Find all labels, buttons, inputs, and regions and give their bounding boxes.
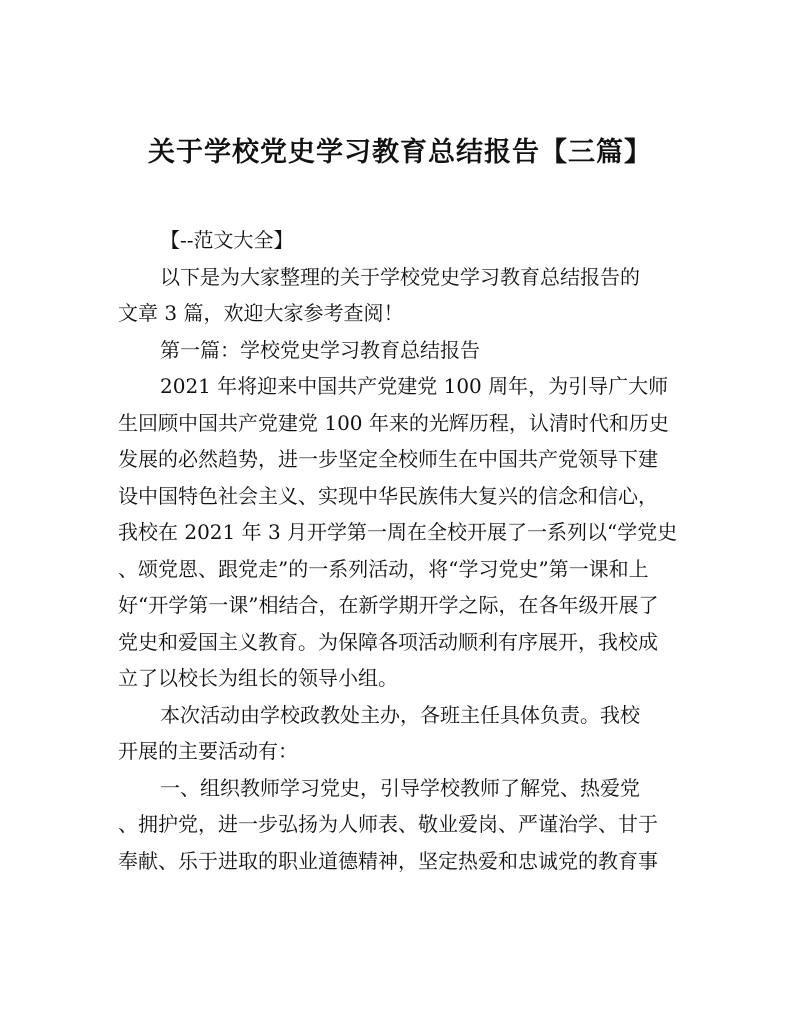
text-line: 文章 3 篇，欢迎大家参考查阅！	[118, 301, 404, 325]
paragraph-intro	[118, 259, 684, 332]
text-line: 党史和爱国主义教育。为保障各项活动顺利有序展开，我校成	[118, 629, 658, 654]
text-line: 以下是为大家整理的关于学校党史学习教育总结报告的	[160, 264, 640, 289]
text-line: 我校在 2021 年 3 月开学第一周在全校开展了一系列以“学党史	[118, 520, 678, 544]
text-line: 设中国特色社会主义、实现中华民族伟大复兴的信念和信心，	[118, 483, 658, 508]
text-line: 奉献、乐于进取的职业道德精神，坚定热爱和忠诚党的教育事	[118, 848, 658, 873]
text-line: 、颂党恩、跟党走”的一系列活动，将“学习党史”第一课和上	[118, 556, 649, 581]
paragraph-organization	[118, 697, 684, 770]
text-line: 2021 年将迎来中国共产党建党 100 周年，为引导广大师	[160, 374, 669, 398]
text-line: 发展的必然趋势，进一步坚定全校师生在中国共产党领导下建	[118, 447, 658, 471]
text-line: 立了以校长为组长的领导小组。	[118, 666, 398, 690]
text-line: 开展的主要活动有：	[118, 739, 298, 763]
text-line: 好“开学第一课”相结合，在新学期开学之际，在各年级开展了	[118, 593, 659, 617]
text-line: 、拥护党，进一步弘扬为人师表、敬业爱岗、严谨治学、甘于	[118, 812, 658, 836]
source-tag: 【--范文大全】	[160, 228, 294, 252]
paragraph-activity-one	[118, 770, 684, 880]
section-heading	[118, 332, 684, 369]
text-line: 生回顾中国共产党建党 100 年来的光辉历程，认清时代和历史	[118, 410, 669, 435]
document-title: 关于学校党史学习教育总结报告【三篇】	[148, 137, 652, 168]
paragraph-background	[118, 368, 684, 697]
text-line: 一、组织教师学习党史，引导学校教师了解党、热爱党	[160, 775, 640, 800]
text-line: 第一篇：学校党史学习教育总结报告	[160, 337, 480, 362]
text-line: 本次活动由学校政教处主办，各班主任具体负责。我校	[160, 702, 640, 727]
document-body	[118, 222, 684, 879]
